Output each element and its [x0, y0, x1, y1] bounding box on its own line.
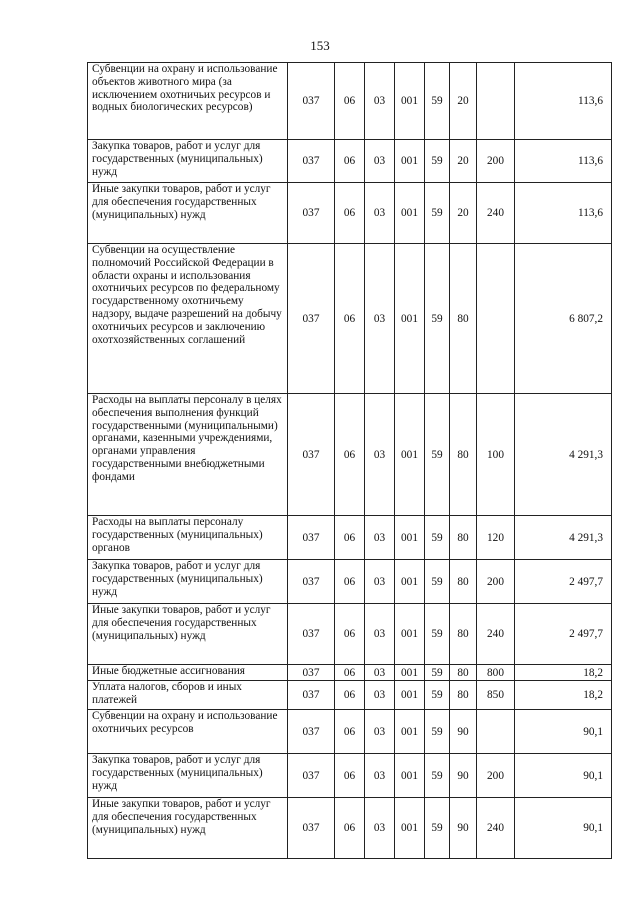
- target-code-part2: 59: [425, 798, 450, 859]
- table-row: [88, 604, 612, 665]
- section-code: 06: [335, 244, 365, 394]
- row-name: Иные бюджетные ассигнования: [88, 665, 288, 681]
- table-row: [88, 681, 612, 710]
- target-code-part1: 001: [395, 394, 425, 516]
- row-name: Закупка товаров, работ и услуг для государственных (муниципальных) нужд: [88, 140, 288, 183]
- target-code-part2: 59: [425, 560, 450, 604]
- table-row: [88, 63, 612, 140]
- subsection-code: 03: [365, 244, 395, 394]
- sum-value: 18,2: [515, 681, 612, 710]
- target-code-part1: 001: [395, 710, 425, 754]
- expense-type-code: 240: [477, 604, 515, 665]
- sum-value: 113,6: [515, 183, 612, 244]
- target-code-part3: 80: [450, 516, 477, 560]
- table-row: [88, 560, 612, 604]
- subsection-code: 03: [365, 516, 395, 560]
- row-name: Иные закупки товаров, работ и услуг для обеспечения государственных (муниципальных) нужд: [88, 604, 288, 665]
- sum-value: 4 291,3: [515, 394, 612, 516]
- ved-code: 037: [288, 754, 335, 798]
- target-code-part3: 80: [450, 244, 477, 394]
- target-code-part2: 59: [425, 394, 450, 516]
- row-name: Закупка товаров, работ и услуг для государственных (муниципальных) нужд: [88, 754, 288, 798]
- sum-value: 6 807,2: [515, 244, 612, 394]
- table-row: [88, 754, 612, 798]
- target-code-part1: 001: [395, 516, 425, 560]
- expense-type-code: [477, 244, 515, 394]
- ved-code: 037: [288, 394, 335, 516]
- target-code-part2: 59: [425, 754, 450, 798]
- expense-type-code: 800: [477, 665, 515, 681]
- target-code-part1: 001: [395, 140, 425, 183]
- target-code-part2: 59: [425, 665, 450, 681]
- target-code-part3: 80: [450, 560, 477, 604]
- section-code: 06: [335, 183, 365, 244]
- table-row: [88, 183, 612, 244]
- ved-code: 037: [288, 183, 335, 244]
- table-row: [88, 710, 612, 754]
- sum-value: 2 497,7: [515, 560, 612, 604]
- target-code-part1: 001: [395, 665, 425, 681]
- ved-code: 037: [288, 710, 335, 754]
- subsection-code: 03: [365, 140, 395, 183]
- target-code-part3: 90: [450, 798, 477, 859]
- table-row: [88, 516, 612, 560]
- target-code-part3: 20: [450, 140, 477, 183]
- expense-type-code: 240: [477, 183, 515, 244]
- section-code: 06: [335, 681, 365, 710]
- section-code: 06: [335, 394, 365, 516]
- row-name: Расходы на выплаты персоналу в целях обеспечения выполнения функций государственными (муниципальными) органами, казенными учреждениями, органами управления государственными внебюджетными фондами: [88, 394, 288, 516]
- sum-value: 113,6: [515, 140, 612, 183]
- target-code-part3: 20: [450, 63, 477, 140]
- subsection-code: 03: [365, 394, 395, 516]
- table-row: [88, 798, 612, 859]
- row-name: Уплата налогов, сборов и иных платежей: [88, 681, 288, 710]
- target-code-part1: 001: [395, 604, 425, 665]
- subsection-code: 03: [365, 710, 395, 754]
- sum-value: 90,1: [515, 754, 612, 798]
- sum-value: 90,1: [515, 710, 612, 754]
- target-code-part1: 001: [395, 244, 425, 394]
- ved-code: 037: [288, 63, 335, 140]
- row-name: Субвенции на охрану и использование объектов животного мира (за исключением охотничьих ресурсов и водных биологических ресурсов): [88, 63, 288, 140]
- target-code-part1: 001: [395, 681, 425, 710]
- target-code-part1: 001: [395, 183, 425, 244]
- row-name: Субвенции на охрану и использование охотничьих ресурсов: [88, 710, 288, 754]
- section-code: 06: [335, 140, 365, 183]
- subsection-code: 03: [365, 665, 395, 681]
- row-name: Иные закупки товаров, работ и услуг для обеспечения государственных (муниципальных) нужд: [88, 183, 288, 244]
- target-code-part2: 59: [425, 140, 450, 183]
- target-code-part3: 80: [450, 665, 477, 681]
- target-code-part2: 59: [425, 710, 450, 754]
- section-code: 06: [335, 754, 365, 798]
- target-code-part3: 80: [450, 394, 477, 516]
- section-code: 06: [335, 798, 365, 859]
- target-code-part2: 59: [425, 604, 450, 665]
- table-row: [88, 394, 612, 516]
- subsection-code: 03: [365, 798, 395, 859]
- ved-code: 037: [288, 681, 335, 710]
- ved-code: 037: [288, 244, 335, 394]
- subsection-code: 03: [365, 604, 395, 665]
- expense-type-code: [477, 63, 515, 140]
- ved-code: 037: [288, 140, 335, 183]
- subsection-code: 03: [365, 560, 395, 604]
- row-name: Расходы на выплаты персоналу государственных (муниципальных) органов: [88, 516, 288, 560]
- target-code-part2: 59: [425, 681, 450, 710]
- row-name: Закупка товаров, работ и услуг для государственных (муниципальных) нужд: [88, 560, 288, 604]
- subsection-code: 03: [365, 183, 395, 244]
- row-name: Субвенции на осуществление полномочий Российской Федерации в области охраны и использования охотничьих ресурсов по федеральному государственному охотничьему надзору, выдаче разрешений на добычу охотничьих ресурсов и заключению охотхозяйственных соглашений: [88, 244, 288, 394]
- ved-code: 037: [288, 516, 335, 560]
- expense-type-code: 850: [477, 681, 515, 710]
- section-code: 06: [335, 516, 365, 560]
- sum-value: 18,2: [515, 665, 612, 681]
- target-code-part1: 001: [395, 798, 425, 859]
- expense-type-code: 240: [477, 798, 515, 859]
- target-code-part2: 59: [425, 183, 450, 244]
- row-name: Иные закупки товаров, работ и услуг для обеспечения государственных (муниципальных) нужд: [88, 798, 288, 859]
- target-code-part3: 80: [450, 681, 477, 710]
- section-code: 06: [335, 560, 365, 604]
- expense-type-code: 200: [477, 140, 515, 183]
- subsection-code: 03: [365, 63, 395, 140]
- target-code-part2: 59: [425, 516, 450, 560]
- section-code: 06: [335, 604, 365, 665]
- target-code-part1: 001: [395, 63, 425, 140]
- section-code: 06: [335, 63, 365, 140]
- expense-type-code: 200: [477, 560, 515, 604]
- target-code-part2: 59: [425, 244, 450, 394]
- ved-code: 037: [288, 560, 335, 604]
- subsection-code: 03: [365, 681, 395, 710]
- budget-table: [87, 62, 612, 859]
- expense-type-code: [477, 710, 515, 754]
- expense-type-code: 100: [477, 394, 515, 516]
- table-row: [88, 140, 612, 183]
- section-code: 06: [335, 710, 365, 754]
- target-code-part3: 90: [450, 754, 477, 798]
- ved-code: 037: [288, 798, 335, 859]
- target-code-part2: 59: [425, 63, 450, 140]
- target-code-part3: 80: [450, 604, 477, 665]
- target-code-part3: 20: [450, 183, 477, 244]
- table-row: [88, 244, 612, 394]
- section-code: 06: [335, 665, 365, 681]
- sum-value: 113,6: [515, 63, 612, 140]
- target-code-part1: 001: [395, 560, 425, 604]
- sum-value: 4 291,3: [515, 516, 612, 560]
- subsection-code: 03: [365, 754, 395, 798]
- ved-code: 037: [288, 604, 335, 665]
- sum-value: 2 497,7: [515, 604, 612, 665]
- ved-code: 037: [288, 665, 335, 681]
- target-code-part1: 001: [395, 754, 425, 798]
- table-row: [88, 665, 612, 681]
- sum-value: 90,1: [515, 798, 612, 859]
- page-number: 153: [310, 38, 330, 53]
- expense-type-code: 200: [477, 754, 515, 798]
- target-code-part3: 90: [450, 710, 477, 754]
- expense-type-code: 120: [477, 516, 515, 560]
